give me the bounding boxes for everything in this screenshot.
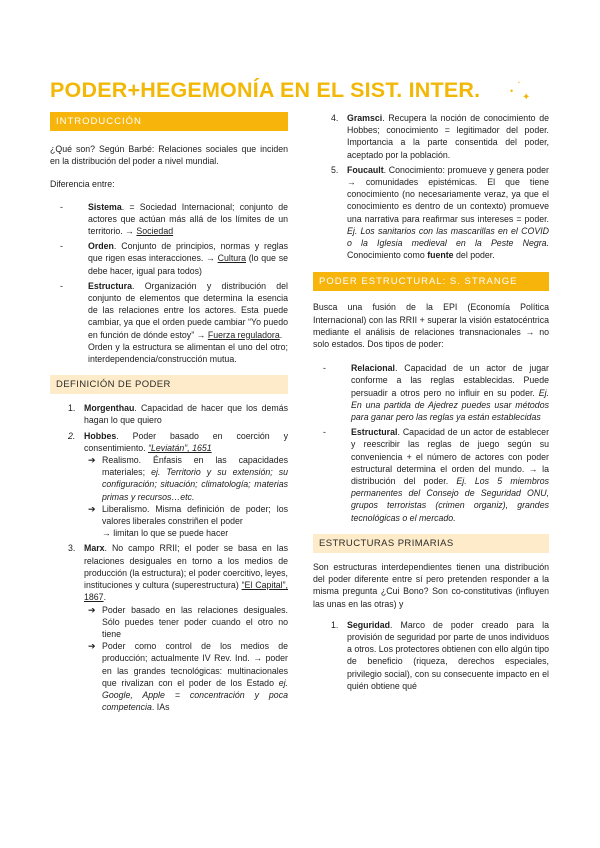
link-sociedad[interactable]: Sociedad [136, 226, 174, 237]
sub-item: ➔ Poder basado en las relaciones desiguales. Sólo puedes tener poder cuando el otro no tiene [88, 604, 288, 639]
dot-icon: • [518, 80, 520, 86]
estructural-list [313, 362, 549, 524]
right-column [313, 112, 549, 695]
sub-list [84, 454, 288, 539]
list-item: - Estructural. Capacidad de un actor de establecer y reescribir las reglas de juego según su conveniencia + el número de actores con poder estructural determina el orden del mundo. → la distribución del poder. Ej. Los 5 miembros permanentes del Consejo de Seguridad ONU, grupos terroristas (crimen organiz), grandes tecnológicas o el mercado. [313, 426, 549, 524]
sub-item: ➔ Poder como control de los medios de producción; actualmente IV Rev. Ind. → poder en las grandes tecnológicas: multinacionales que rivalizan con el poder de los Estado ej. Google, Apple = concentración y poca competencia. IAs [88, 641, 288, 713]
section-heading-poder-estructural: PODER ESTRUCTURAL: S. STRANGE [313, 272, 549, 291]
arrow-icon: → [102, 528, 111, 539]
intro-paragraph: ¿Qué son? Según Barbé: Relaciones sociales que inciden en la distribución del poder a nivel mundial. [50, 144, 288, 167]
diferencia-label: Diferencia entre: [50, 179, 115, 190]
list-item: 1. Morgenthau. Capacidad de hacer que los demás hagan lo que quiero [68, 403, 288, 426]
list-item: - Sistema. = Sociedad Internacional; conjunto de actores que actúan más allá de los límites de un territorio. → Sociedad [50, 201, 288, 238]
list-item: - Estructura. Organización y distribución del conjunto de elementos que determina la esencia de las relaciones entre los actores. Esta puede cambiar, ya que el orden puede cambiar “Yo puedo en función de dónde estoy” → Fuerza reguladora. Orden y la estructura se alimentan el uno del otro; interdependencia/construcción mutua. [50, 280, 288, 365]
list-item: 5. Foucault. Conocimiento: promueve y genera poder → comunidades epistémicas. El que tiene conocimiento (no necesariamente veraz, ya que el conocimiento es dentro de un contexto) promueve una narrativa para reafirmar sus intereses = poder. Ej. Los sanitarios con las mascarillas en el COVID o la Iglesia medieval en la Peste Negra. Conocimiento como fuente del poder. [331, 164, 549, 261]
list-item: 4. Gramsci. Recupera la noción de conocimiento de Hobbes; conocimiento = legitimador del poder. Importancia a la parte consentida del poder, aceptado por la población. [331, 113, 549, 160]
arrow-icon: ➔ [88, 604, 96, 615]
work-citation: “Leviatán”, 1651 [148, 442, 212, 453]
link-fuerza-reguladora[interactable]: Fuerza reguladora [207, 329, 280, 340]
intro-list [50, 201, 288, 366]
sub-item: ➔ Realismo. Énfasis en las capacidades materiales; ej. Territorio y su extensión; su configuración; situación; climatología; materias primas y recursos…etc. [88, 455, 288, 502]
definicion-list-continued [313, 112, 549, 261]
arrow-icon: → [196, 329, 206, 340]
section-heading-estructuras-primarias: ESTRUCTURAS PRIMARIAS [313, 534, 549, 553]
arrow-icon: → [206, 253, 215, 264]
list-item: 1. Seguridad. Marco de poder creado para la provisión de seguridad por parte de unos individuos a otros. Los protectores obtienen con ello algún tipo de beneficio (riqueza, derechos especiales, privilegio social), con su consecuente impacto en el quién obtiene qué [331, 619, 549, 691]
link-cultura[interactable]: Cultura [217, 253, 246, 264]
sub-list [84, 604, 288, 714]
list-item: 2. Hobbes. Poder basado en coerción y consentimiento. “Leviatán”, 1651 ➔ Realismo. Énfasis en las capacidades materiales; ej. Territorio y su extensión; su configuración; situación; climatología; materias primas y recursos…etc. ➔ Liberalismo. Misma definición de poder; los valores liberales constriñen el poder → limitan lo que se puede hacer [68, 430, 288, 539]
sparkle-icon: ✦ [522, 92, 531, 103]
primarias-list [313, 619, 549, 692]
primarias-paragraph: Son estructuras interdependientes tienen una distribución del poder diferente entre sí pero pretenden responder a la misma pregunta ¿Cui Bono? Son co-constitutivas (influyen las unas en las otras) y [313, 561, 549, 609]
arrow-icon: ➔ [88, 641, 96, 652]
left-column [50, 112, 288, 716]
dot-icon: • [510, 86, 514, 96]
arrow-icon: ➔ [88, 503, 96, 514]
list-item: - Relacional. Capacidad de un actor de jugar conforme a las reglas establecidas. Puede persuadir a otros pero no influir en su poder. Ej. En una partida de Ajedrez puedes usar métodos para ganar pero las reglas ya están establecidas [313, 362, 549, 423]
page-title: PODER+HEGEMONÍA EN EL SIST. INTER. [50, 78, 481, 102]
estructural-paragraph: Busca una fusión de la EPI (Economía Política Internacional) con las RRII + superar la visión estatocéntrica mediante el análisis de relaciones transnacionales → no solo estados. Dos tipos de poder: [313, 302, 549, 350]
section-heading-introduccion: INTRODUCCIÓN [50, 112, 288, 131]
arrow-icon: ➔ [88, 455, 96, 466]
definicion-list [50, 402, 288, 713]
list-item: 3. Marx. No campo RRII; el poder se basa en las relaciones desiguales en torno a los medios de producción (la estructura); el poder coercitivo, leyes, instituciones y cultura (superestructura) “El Capital”, 1867. ➔ Poder basado en las relaciones desiguales. Sólo puedes tener poder cuando el otro no tiene ➔ Poder como control de los medios de producción; actualmente IV Rev. Ind. → poder en las grandes tecnológicas: multinacionales que rivalizan con el poder de los Estado ej. Google, Apple = concentración y poca competencia. IAs [68, 543, 288, 713]
arrow-icon: → [125, 226, 134, 237]
work-citation: “El Capital”, 1867 [84, 580, 288, 603]
section-heading-definicion: DEFINICIÓN DE PODER [50, 375, 288, 394]
list-item: - Orden. Conjunto de principios, normas y reglas que rigen esas interacciones. → Cultura (lo que se debe hacer, igual para todos) [50, 240, 288, 277]
sub-item: ➔ Liberalismo. Misma definición de poder; los valores liberales constriñen el poder → limitan lo que se puede hacer [88, 503, 288, 539]
